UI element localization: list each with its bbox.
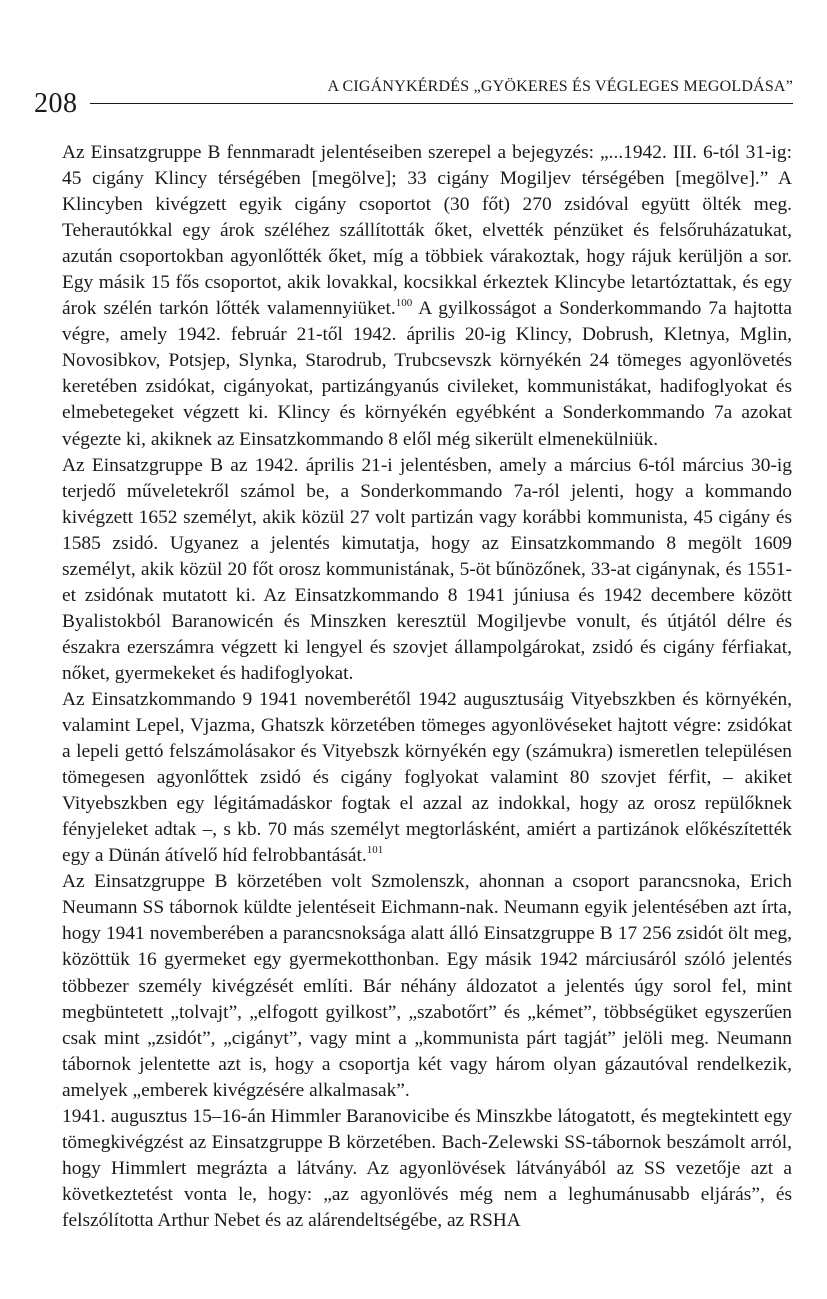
text-run: Az Einsatzkommando 9 1941 novemberétől 1942 augusztusáig Vityebszkben és környékén, valamint Lepel, Vjazma, Ghatszk körzetében tömeges agyonlövéseket hajtott végre: zsidókat a lepeli gettó felszámolásakor és Vityebszk környékén egy (számukra) ismeretlen településen tömegesen agyonlőttek zsidó és cigány foglyokat valamint 80 szovjet férfit, – akiket Vityebszkben egy légitámadáskor fogtak el azzal az indokkal, hogy az orosz repülőknek fényjeleket adtak –, s kb. 70 más személyt megtorlásként, amiért a partizánok előkészítették egy a Dünán átívelő híd felrobbantását. [62,688,792,867]
running-title: A CIGÁNYKÉRDÉS „GYÖKERES ÉS VÉGLEGES MEGOLDÁSA” [327,78,793,95]
paragraph [62,687,792,869]
text-run: Az Einsatzgruppe B körzetében volt Szmolenszk, ahonnan a csoport parancsnoka, Erich Neumann SS tábornok küldte jelentéseit Eichmann-nak. Neumann egyik jelentésében azt írta, hogy 1941 novemberében a parancsnoksága alatt álló Einsatzgruppe B 17 256 zsidót ölt meg, közöttük 16 gyermeket egy gyermekotthonban. Egy másik 1942 márciusáról szóló jelentés többezer személy kivégzését említi. Bár néhány áldozatot a jelentés úgy sorol fel, mint megbüntetett „tolvajt”, „elfogott gyilkost”, „szabotőrt” és „kémet”, többségüket egyszerűen csak mint „zsidót”, „cigányt”, vagy mint a „kommunista párt tagját” jelöli meg. Neumann tábornok jelentette azt is, hogy a csoportja két vagy három olyan gázautóval rendelkezik, amelyek „emberek kivégzésére alkalmasak”. [62,871,792,1101]
text-run: A gyilkosságot a Sonderkommando 7a hajtotta végre, amely 1942. február 21-től 1942. április 20-ig Klincy, Dobrush, Kletnya, Mglin, Novosibkov, Potsjep, Slynka, Starodrub, Trubcsevszk környékén 24 tömeges agyonlövetés keretében zsidókat, cigányokat, partizángyanús civileket, kommunistákat, hadifoglyokat és elmebetegeket végzett ki. Klincy és környékén egyébként a Sonderkommando 7a azokat végezte ki, akiknek az Einsatzkommando 8 elől még sikerült elmenekülniük. [62,298,792,450]
footnote-marker: 101 [366,844,384,857]
text-run: Az Einsatzgruppe B az 1942. április 21-i jelentésben, amely a március 6-tól március 30-ig terjedő műveletekről számol be, a Sonderkommando 7a-ról jelenti, hogy a kommando kivégzett 1652 személyt, akik közül 27 volt partizán vagy korábbi kommunista, 45 cigány és 1585 zsidó. Ugyanez a jelentés kimutatja, hogy az Einsatzkommando 8 megölt 1609 személyt, akik közül 20 főt orosz kommunistának, 5-öt bűnözőnek, 33-at cigánynak, és 1551-et zsidónak mutatott ki. Az Einsatzkommando 8 1941 júniusa és 1942 decembere között Byalistokból Baranowicén és Minszken keresztül Mogiljevbe vonult, és útjától délre és északra ezerszámra végzett ki lengyel és szovjet állampolgárokat, zsidó és cigány férfiakat, nőket, gyermekeket és hadifoglyokat. [62,454,792,684]
text-run: 1941. augusztus 15–16-án Himmler Baranovicibe és Minszkbe látogatott, és megtekintett egy tömegkivégzést az Einsatzgruppe B körzetében. Bach-Zelewski SS-tábornok beszámolt arról, hogy Himmlert megrázta a látvány. Az agyonlövések látványából az SS vezetője azt a következtetést vonta le, hogy: „az agyonlövés még nem a leghumánusabb eljárás”, és felszólította Arthur Nebet és az alárendeltségébe, az RSHA [62,1105,792,1231]
paragraph [62,1104,792,1234]
paragraph [62,140,792,453]
page-number: 208 [34,88,78,119]
paragraph [62,453,792,687]
body-text [62,140,792,1234]
text-run: Az Einsatzgruppe B fennmaradt jelentéseiben szerepel a bejegyzés: „...1942. III. 6-tól 31-ig: 45 cigány Klincy térségében [megölve]; 33 cigány Mogiljev térségében [megölve].” A Klincyben kivégzett egyik cigány csoportot (30 főt) 270 zsidóval együtt ölték meg. Teherautókkal egy árok széléhez szállították őket, elvették pénzüket és felsőruházatukat, azután csoportokban agyonlőtték őket, míg a többiek várakoztak, hogy rájuk kerüljön a sor. Egy másik 15 fős csoportot, akik lovakkal, kocsikkal érkeztek Klincybe letartóztattak, és egy árok szélén tarkón lőtték valamennyiüket. [62,142,792,320]
footnote-marker: 100 [395,297,413,310]
paragraph [62,869,792,1103]
header-rule [90,103,793,104]
